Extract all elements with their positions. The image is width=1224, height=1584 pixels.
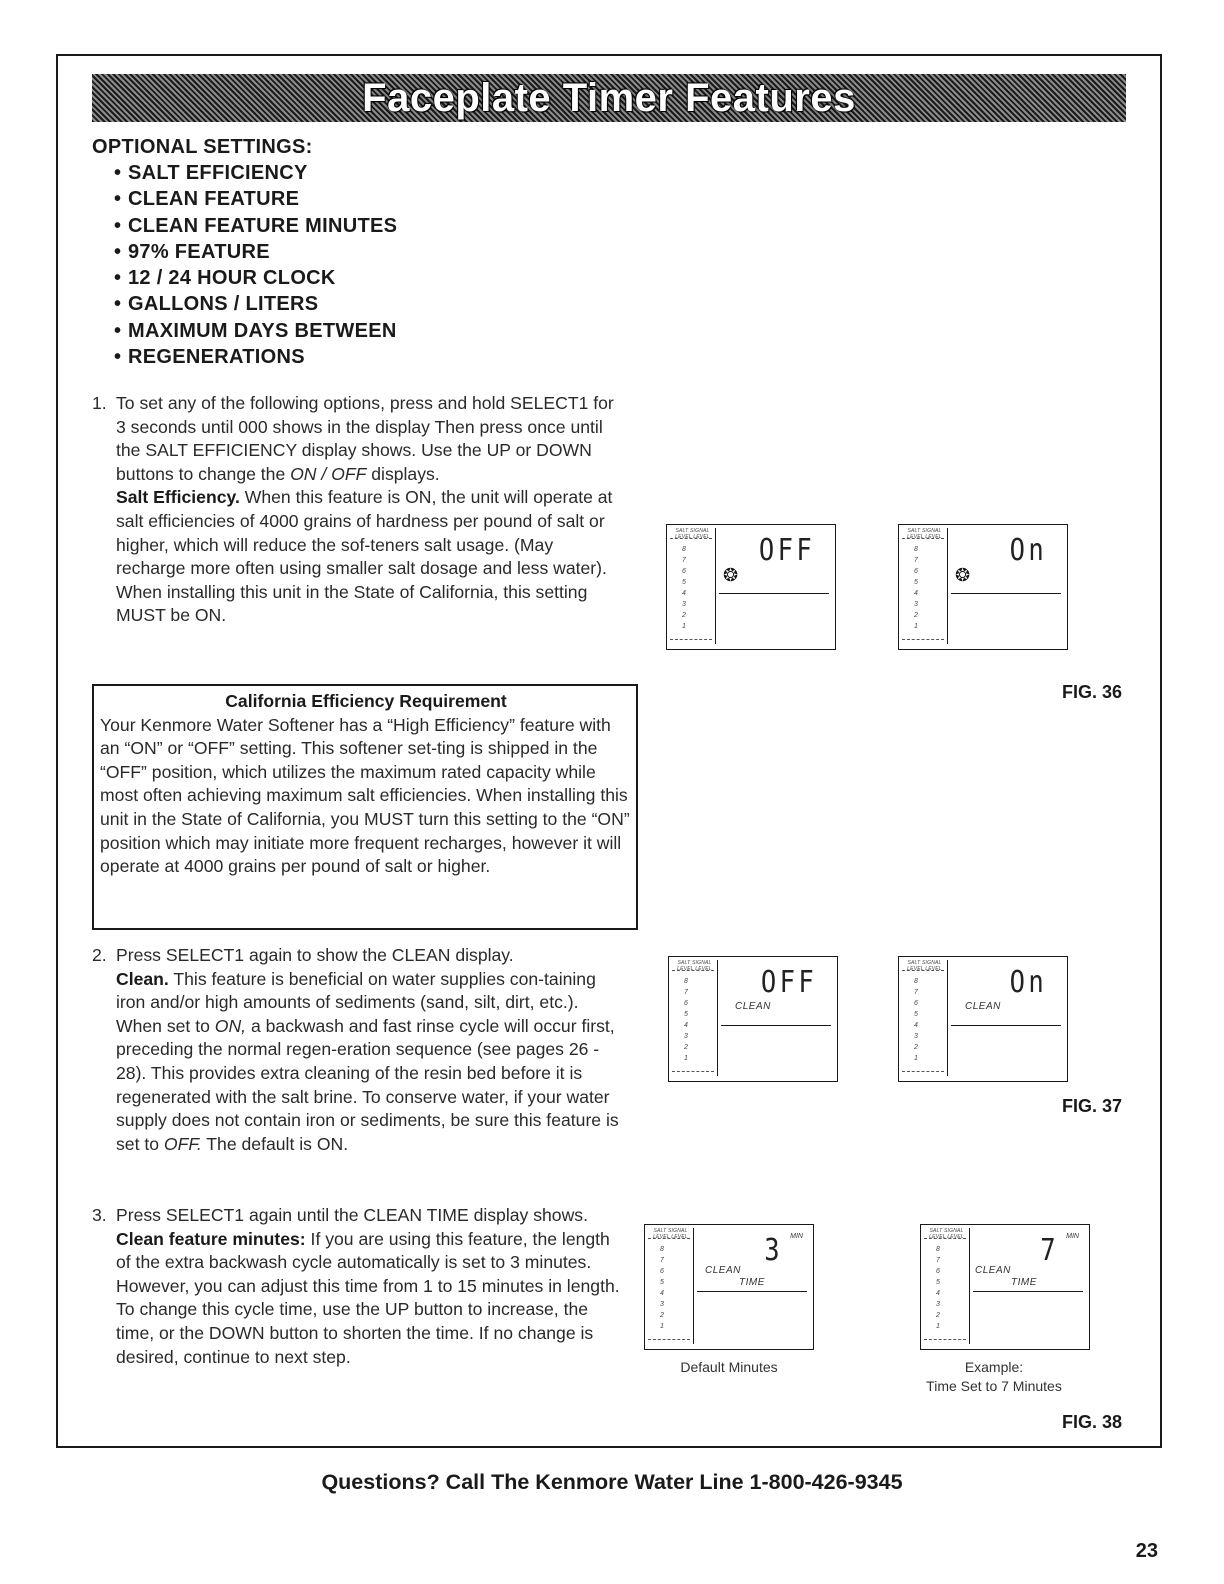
clean-indicator: CLEAN xyxy=(965,1001,1001,1012)
step-1: 1. To set any of the following options, press and hold SELECT1 for 3 seconds until 000 shows in the display Then press once until the SALT EFFICIENCY display shows. Use the UP or DOWN buttons to change the ON / OFF displays. Salt Efficiency. When this feature is ON, the unit will operate at salt efficiencies of 4000 grains of hardness per pound of salt or higher, which will reduce the sof-teners salt usage. (May recharge more often using smaller salt dosage and less water). When installing this unit in the State of California, this setting MUST be ON. xyxy=(92,393,614,626)
caption-example: Example: Time Set to 7 Minutes xyxy=(926,1359,1062,1394)
california-title: California Efficiency Requirement xyxy=(225,691,507,711)
list-item: • MAXIMUM DAYS BETWEEN xyxy=(114,318,397,344)
salt-level-gauge: SALT SIGNAL LEVEL LEVEL 8 7 6 5 4 3 2 1 xyxy=(648,1228,694,1344)
page-number: 23 xyxy=(1135,1540,1158,1562)
minutes-indicator: MIN xyxy=(1066,1233,1079,1240)
list-item: • CLEAN FEATURE xyxy=(114,186,397,212)
segment-readout: OFF xyxy=(760,965,817,1000)
lcd-display-salt-off xyxy=(666,524,836,650)
salt-level-gauge: SALT SIGNAL LEVEL LEVEL 8 7 6 5 4 3 2 1 xyxy=(902,960,948,1076)
segment-readout: On xyxy=(1009,533,1047,568)
step-2: 2. Press SELECT1 again to show the CLEAN display. Clean. This feature is beneficial on water supplies con-taining iron and/or high amounts of sediments (sand, silt, dirt, etc.). When set to ON, a backwash and fast rinse cycle will occur first, preceding the normal regen-eration sequence (see pages 26 - 28). This provides extra cleaning of the resin bed before it is regenerated with the salt brine. To conserve water, if your water supply does not contain iron or sediments, be sure this feature is set to OFF. The default is ON. xyxy=(92,945,619,1154)
time-indicator: TIME xyxy=(1011,1277,1037,1288)
salt-level-gauge: SALT SIGNAL LEVEL LEVEL 8 7 6 5 4 3 2 1 xyxy=(670,528,716,644)
list-item-continuation: • REGENERATIONS xyxy=(114,344,397,370)
california-text: Your Kenmore Water Softener has a “High Efficiency” feature with an “ON” or “OFF” setting. This softener set-ting is shipped in the “OFF” position, which utilizes the maximum rated capacity while most often achieving maximum salt efficiencies. When installing this unit in the State of California, you MUST turn this setting to the “ON” position which may initiate more frequent recharges, however it will operate at 4000 grains per pound of salt or higher. xyxy=(100,714,630,877)
fig-36-label: FIG. 36 xyxy=(1061,682,1122,702)
salt-efficiency-icon: ❂ xyxy=(955,565,971,585)
list-item: • SALT EFFICIENCY xyxy=(114,160,397,186)
fig-38-label: FIG. 38 xyxy=(1061,1412,1122,1432)
lcd-display-clean-time-example xyxy=(920,1224,1090,1350)
footer-helpline: Questions? Call The Kenmore Water Line 1-800-426-9345 xyxy=(321,1470,903,1494)
salt-level-gauge: SALT SIGNAL LEVEL LEVEL 8 7 6 5 4 3 2 1 xyxy=(924,1228,970,1344)
title-banner xyxy=(92,74,1126,122)
salt-efficiency-label: Salt Efficiency. xyxy=(116,487,240,508)
optional-settings-list xyxy=(114,160,397,370)
clean-indicator: CLEAN xyxy=(705,1265,741,1276)
list-item: • 12 / 24 HOUR CLOCK xyxy=(114,265,397,291)
list-item: • GALLONS / LITERS xyxy=(114,291,397,317)
lcd-display-clean-on xyxy=(898,956,1068,1082)
segment-readout: On xyxy=(1009,965,1047,1000)
minutes-indicator: MIN xyxy=(790,1233,803,1240)
list-item: • CLEAN FEATURE MINUTES xyxy=(114,213,397,239)
step-3: 3. Press SELECT1 again until the CLEAN TIME display shows. Clean feature minutes: If you are using this feature, the length of the extra backwash cycle automatically is set to 3 minutes. However, you can adjust this time from 1 to 15 minutes in length. To change this cycle time, use the UP button to increase, the time, or the DOWN button to shorten the time. If no change is desired, continue to next step. xyxy=(92,1205,620,1367)
page-frame xyxy=(56,54,1162,1448)
optional-settings-heading: OPTIONAL SETTINGS: xyxy=(92,136,313,158)
segment-readout: OFF xyxy=(758,533,815,568)
lcd-display-clean-off xyxy=(668,956,838,1082)
clean-label: Clean. xyxy=(116,968,169,989)
time-indicator: TIME xyxy=(739,1277,765,1288)
fig-37-label: FIG. 37 xyxy=(1061,1096,1122,1116)
lcd-display-salt-on xyxy=(898,524,1068,650)
clean-minutes-label: Clean feature minutes: xyxy=(116,1228,306,1249)
segment-readout: 7 xyxy=(1040,1233,1059,1268)
clean-indicator: CLEAN xyxy=(735,1001,771,1012)
clean-indicator: CLEAN xyxy=(975,1265,1011,1276)
segment-readout: 3 xyxy=(764,1233,783,1268)
california-requirement-box xyxy=(92,684,638,930)
lcd-display-clean-time-default xyxy=(644,1224,814,1350)
salt-level-gauge: SALT SIGNAL LEVEL LEVEL 8 7 6 5 4 3 2 1 xyxy=(672,960,718,1076)
page-title: Faceplate Timer Features xyxy=(362,75,856,120)
list-item: • 97% FEATURE xyxy=(114,239,397,265)
salt-efficiency-icon: ❂ xyxy=(723,565,739,585)
caption-default-minutes: Default Minutes xyxy=(680,1359,778,1375)
salt-level-gauge: SALT SIGNAL LEVEL LEVEL 8 7 6 5 4 3 2 1 xyxy=(902,528,948,644)
